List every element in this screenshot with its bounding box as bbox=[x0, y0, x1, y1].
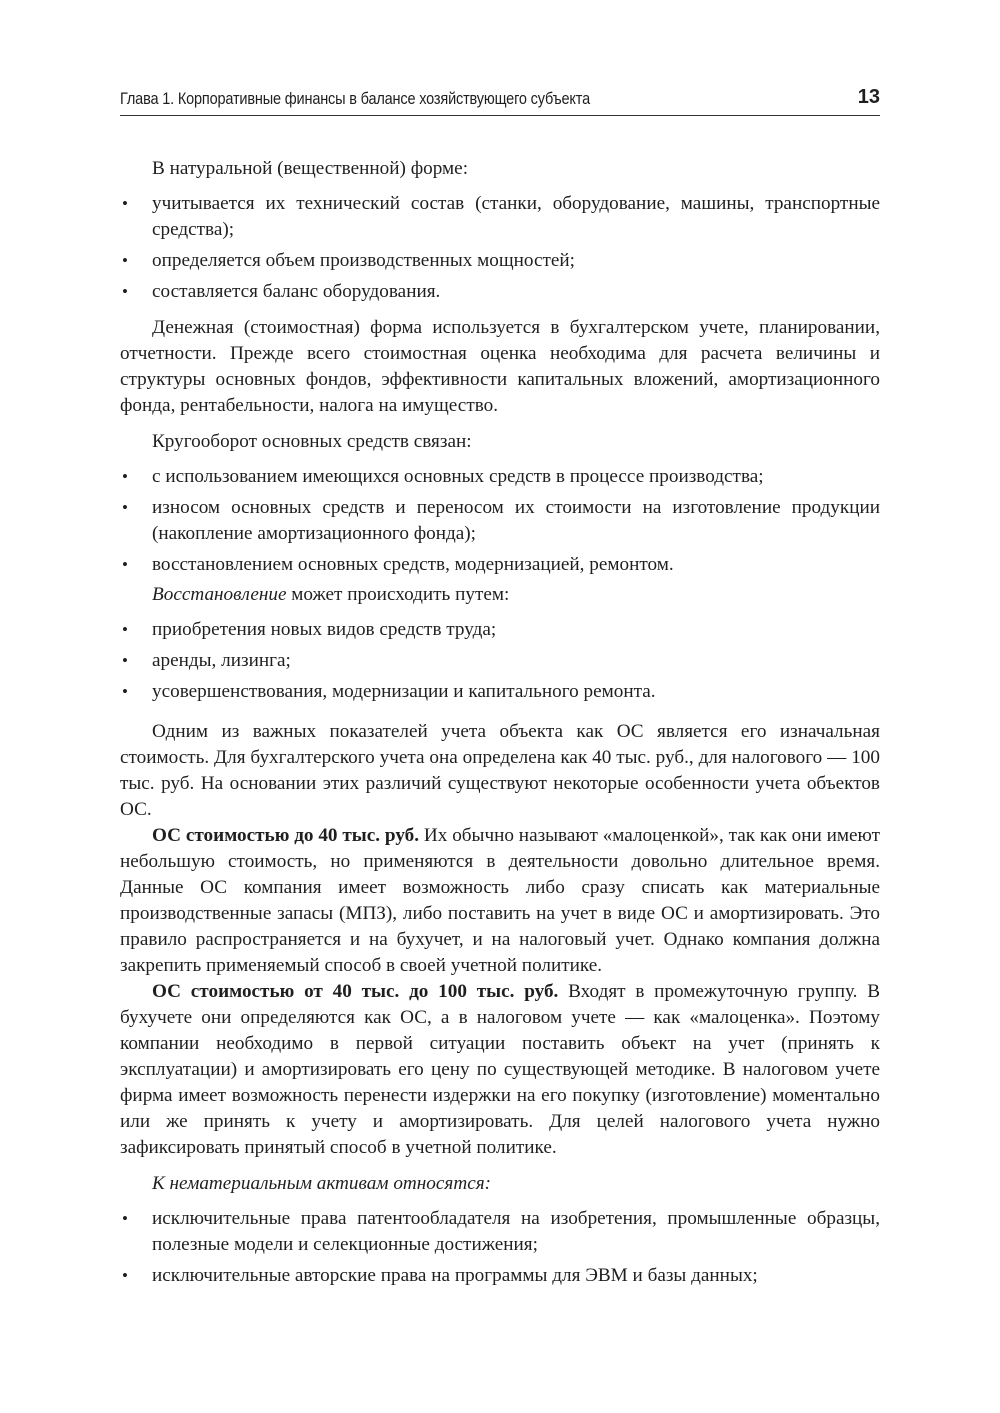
intangibles-heading: К нематериальным активам относятся: bbox=[152, 1173, 492, 1194]
list-item: • износом основных средств и переносом их стоимости на изготовление продукции (накопление амортизационного фонда); bbox=[122, 497, 880, 544]
list-circulation bbox=[120, 464, 880, 578]
restoration-term: Восстановление bbox=[152, 584, 287, 605]
list-item: • аренды, лизинга; bbox=[120, 648, 880, 674]
bullet-icon: • bbox=[122, 620, 128, 639]
list-item: • определяется объем производственных мощностей; bbox=[120, 248, 880, 274]
paragraph-initial-cost: Одним из важных показателей учета объекта как ОС является его изначальная стоимость. Для бухгалтерского учета она определена как 40 тыс. руб., для налогового — 100 тыс. руб. На основании этих различий существуют некоторые особенности учета объектов ОС. bbox=[120, 721, 880, 820]
bullet-icon: • bbox=[122, 1209, 128, 1228]
paragraph-circulation: Кругооборот основных средств связан: bbox=[152, 431, 472, 452]
list-item: • исключительные авторские права на программы для ЭВМ и базы данных; bbox=[120, 1263, 880, 1289]
os-under-40-heading: ОС стоимостью до 40 тыс. руб. bbox=[152, 825, 420, 846]
list-item: • усовершенствования, модернизации и капитального ремонта. bbox=[120, 679, 880, 705]
paragraph-os-under-40: ОС стоимостью до 40 тыс. руб. Их обычно называют «малоценкой», так как они имеют небольшую стоимость, но применяются в деятельности довольно длительное время. Данные ОС компания имеет возможность либо сразу списать как материальные производственные запасы (МПЗ), либо поставить на учет в виде ОС и амортизировать. Это правило распространяется и на бухучет, и на налоговый учет. Однако компания должна закрепить применяемый способ в своей учетной политике. bbox=[120, 825, 881, 976]
bullet-icon: • bbox=[122, 467, 128, 486]
list-natural-form bbox=[120, 191, 880, 305]
chapter-title: Глава 1. Корпоративные финансы в балансе хозяйствующего субъекта bbox=[120, 90, 590, 108]
list-item: • составляется баланс оборудования. bbox=[120, 279, 880, 305]
bullet-icon: • bbox=[122, 194, 128, 213]
body-text bbox=[120, 156, 880, 1289]
list-item: • учитывается их технический состав (станки, оборудование, машины, транспортные средства); bbox=[122, 193, 880, 240]
paragraph-os-40-100: ОС стоимостью от 40 тыс. до 100 тыс. руб. Входят в промежуточную группу. В бухучете они определяются как ОС, а в налоговом учете — как «малоценка». Поэтому компании необходимо в первой ситуации поставить объект на учет (принять к эксплуатации) и амортизировать его цену по существующей методике. В налоговом учете фирма имеет возможность перенести издержки на его покупку (изготовление) моментально или же принять к учету и амортизировать. Для целей налогового учета нужно зафиксировать принятый способ в учетной политике. bbox=[120, 981, 881, 1158]
page-number: 13 bbox=[857, 86, 880, 108]
list-item: • восстановлением основных средств, модернизацией, ремонтом. bbox=[120, 552, 880, 578]
list-restoration bbox=[120, 617, 880, 705]
bullet-icon: • bbox=[122, 1266, 128, 1285]
list-intangibles bbox=[120, 1206, 880, 1289]
paragraph-restoration: Восстановление может происходить путем: bbox=[152, 584, 510, 605]
list-item: • с использованием имеющихся основных средств в процессе производства; bbox=[120, 464, 880, 490]
list-item: • приобретения новых видов средств труда; bbox=[120, 617, 880, 643]
os-40-100-heading: ОС стоимостью от 40 тыс. до 100 тыс. руб. bbox=[152, 981, 559, 1002]
list-item: • исключительные права патентообладателя на изобретения, промышленные образцы, полезные модели и селекционные достижения; bbox=[122, 1208, 880, 1255]
bullet-icon: • bbox=[122, 555, 128, 574]
bullet-icon: • bbox=[122, 682, 128, 701]
book-page bbox=[120, 86, 880, 1299]
bullet-icon: • bbox=[122, 651, 128, 670]
bullet-icon: • bbox=[122, 282, 128, 301]
paragraph-natural-form: В натуральной (вещественной) форме: bbox=[152, 158, 469, 179]
running-header bbox=[120, 86, 880, 116]
bullet-icon: • bbox=[122, 498, 128, 517]
bullet-icon: • bbox=[122, 251, 128, 270]
paragraph-monetary-form: Денежная (стоимостная) форма используется в бухгалтерском учете, планировании, отчетности. Прежде всего стоимостная оценка необходима для расчета величины и структуры основных фондов, эффективности капитальных вложений, амортизационного фонда, рентабельности, налога на имущество. bbox=[120, 317, 880, 416]
paragraph-intangibles bbox=[120, 1171, 880, 1197]
